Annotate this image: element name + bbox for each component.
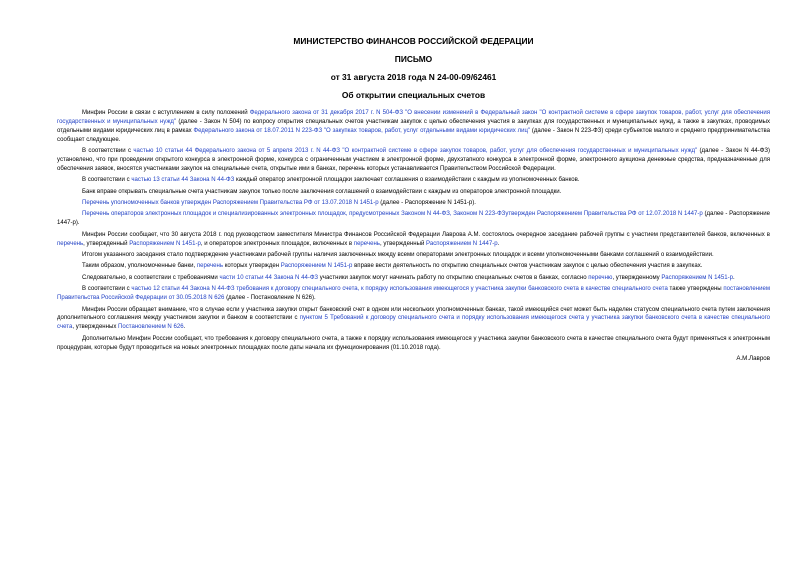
- document-link[interactable]: части 10 статьи 44 Закона N 44-ФЗ: [219, 274, 319, 281]
- document-date-number: от 31 августа 2018 года N 24-00-09/62461: [330, 72, 497, 82]
- paragraph: [57, 231, 770, 249]
- document-link[interactable]: частью 10 статьи 44 Федерального закона от 5 апреля 2013 г. N 44-ФЗ "О контрактной системе в сфере закупок товаров, работ, услуг для обеспечения государственных и муниципальных нужд": [133, 147, 698, 154]
- paragraph-text: (далее - Закон N 504) по вопросу открытия специальных счетов участникам закупок с целью обеспечения участия в закупках для государственных и муниципальных нужд, а также в закупках, проводимых отдельными видами юридических лиц в рамках: [57, 118, 770, 134]
- paragraph-text: каждый оператор электронной площадки заключает соглашения о взаимодействии с каждым из уполномоченных банков.: [234, 177, 580, 184]
- document-link[interactable]: Распоряжением N 1451-р: [661, 274, 734, 281]
- paragraph: [57, 306, 770, 333]
- paragraph-text: Банк вправе открывать специальные счета участникам закупок только после заключения соглашений о взаимодействии с каждым из операторов электронной площадки.: [82, 188, 562, 195]
- document-link[interactable]: пунктом 5 Требований к договору специального счета и порядку использования имеющегося счета у участника закупки банковского счета в качестве специального счета: [57, 315, 771, 331]
- paragraph-text: (далее - Закон N 44-ФЗ) установлено, что при проведении открытого конкурса в электронной форме, конкурса с ограниченным участием в электронной форме, двухэтапного конкурса в электронной форме, электронного аукциона денежные средства, предназначенные для обеспечения заявок, вносятся участниками закупок на специальные счета, открытые ими в банках, перечень которых устанавливается Правительством Российской Федерации.: [57, 147, 771, 172]
- document-subject: Об открытии специальных счетов: [341, 90, 486, 100]
- paragraph-text: , утвержденных: [72, 324, 119, 331]
- paragraph: [57, 109, 770, 144]
- paragraph-text: В соответствии с: [82, 147, 134, 154]
- paragraph: [57, 262, 770, 271]
- paragraph-text: В соответствии с: [82, 286, 132, 293]
- paragraph-text: .: [497, 240, 500, 247]
- document-link[interactable]: перечень: [196, 263, 224, 270]
- document-link[interactable]: перечню: [588, 274, 613, 281]
- paragraph: [57, 251, 770, 260]
- paragraph-text: которых утвержден: [223, 263, 281, 270]
- signature: А.М.Лавров: [736, 354, 770, 362]
- document-link[interactable]: Распоряжением Правительства РФ от 12.07.2018 N 1447-р: [536, 211, 703, 218]
- document-link[interactable]: Постановлением N 626: [118, 324, 184, 331]
- paragraph: [57, 210, 770, 228]
- document-link[interactable]: Федерального закона от 18.07.2011 N 223-ФЗ "О закупках товаров, работ, услуг отдельными видами юридических лиц": [193, 127, 531, 134]
- paragraph-text: В соответствии с: [82, 177, 132, 184]
- paragraph-text: Минфин России в связи с вступлением в силу положений: [82, 110, 250, 116]
- document-type: ПИСЬМО: [394, 54, 433, 64]
- paragraph-text: участники закупок могут начинать работу по открытию специальных счетов в банках, согласно: [318, 274, 589, 281]
- paragraph-text: Итогом указанного заседания стало подтверждение участниками рабочей группы наличия заключенных между всеми операторами электронных площадок и всеми уполномоченными банками соглашений о взаимодействии.: [82, 251, 714, 258]
- paragraph-text: Таким образом, уполномоченные банки,: [82, 263, 197, 270]
- paragraph-text: (далее - Распоряжение 1447-р).: [57, 211, 770, 227]
- paragraph-text: (далее - Распоряжение N 1451-р).: [378, 199, 476, 206]
- paragraph-text: Минфин России обращает внимание, что в случае если у участника закупки открыт банковский счет в одном или нескольких уполномоченных банках, такой имеющийся счет может быть наделен статусом специального счета путем заключения дополнительного соглашения между участником закупки и банком в соответствии с: [57, 306, 770, 322]
- document-page: [57, 28, 770, 362]
- paragraph-text: (далее - Закон N 223-ФЗ) среди субъектов малого и среднего предпринимательства сообщает следующее.: [57, 127, 770, 143]
- document-link[interactable]: Федерального закона от 31 декабря 2017 г. N 504-ФЗ "О внесении изменений в Федеральный закон "О контрактной системе в сфере закупок товаров, работ, услуг для обеспечения государственных и муниципальных нужд": [57, 110, 770, 125]
- paragraph: [57, 335, 770, 353]
- document-link[interactable]: Распоряжением Правительства РФ от 13.07.2018 N 1451-р: [212, 199, 379, 206]
- paragraph: [57, 199, 770, 208]
- paragraph-text: , утвержденный: [379, 240, 427, 247]
- paragraph-text: Следовательно, в соответствии с требованиями: [82, 274, 220, 281]
- paragraph: [57, 176, 770, 185]
- paragraph: [57, 285, 770, 303]
- document-link[interactable]: постановлением Правительства Российской Федерации от 30.05.2018 N 626: [57, 286, 770, 302]
- paragraph-text: также утверждены: [667, 286, 724, 293]
- document-link[interactable]: частью 13 статьи 44 Закона N 44-ФЗ: [131, 177, 235, 184]
- paragraph-text: Дополнительно Минфин России сообщает, что требования к договору специального счета, а также к порядку использования имеющегося у участника закупки банковского счета в качестве специального счета будут применяться к электронным процедурам, которые будут проводиться на новых электронных площадках после даты начала их функционирования (01.10.2018 года).: [57, 335, 770, 351]
- paragraph-text: .: [733, 274, 735, 281]
- paragraph: [57, 188, 770, 197]
- paragraph-text: (далее - Постановление N 626).: [224, 295, 316, 302]
- document-link[interactable]: Распоряжением N 1447-р: [426, 240, 498, 247]
- document-body: [57, 109, 770, 352]
- document-link[interactable]: Перечень операторов электронных площадок и специализированных электронных площадок, предусмотренных Законом N 44-ФЗ, Законом N 223-ФЗутвержден: [82, 211, 537, 218]
- document-link[interactable]: Распоряжением N 1451-р: [129, 240, 201, 247]
- document-link[interactable]: частью 12 статьи 44 Закона N 44-ФЗ требования к договору специального счета, к порядку использования имеющегося у участника закупки банковского счета в качестве специального счета: [131, 286, 668, 293]
- document-link[interactable]: перечень: [57, 240, 84, 247]
- paragraph-text: .: [183, 324, 186, 331]
- paragraph-text: Минфин России сообщает, что 30 августа 2018 г. под руководством заместителя Министра Финансов Российской Федерации Лаврова А.М. состоялось очередное заседание рабочей группы с участием представителей банков, включенных в: [82, 231, 770, 238]
- document-link[interactable]: Перечень уполномоченных банков утвержден: [82, 199, 213, 206]
- document-link[interactable]: Распоряжением N 1451-р: [280, 263, 353, 270]
- document-link[interactable]: перечень: [353, 240, 380, 247]
- paragraph: [57, 147, 770, 174]
- paragraph: [57, 274, 770, 283]
- paragraph-text: , утвержденному: [612, 274, 662, 281]
- paragraph-text: , утвержденный: [83, 240, 130, 247]
- paragraph-text: вправе вести деятельность по открытию специальных счетов участникам закупок с целью обеспечения участия в закупках.: [352, 263, 703, 270]
- ministry-title: МИНИСТЕРСТВО ФИНАНСОВ РОССИЙСКОЙ ФЕДЕРАЦИИ: [293, 36, 534, 46]
- paragraph-text: , и операторов электронных площадок, включенных в: [200, 240, 354, 247]
